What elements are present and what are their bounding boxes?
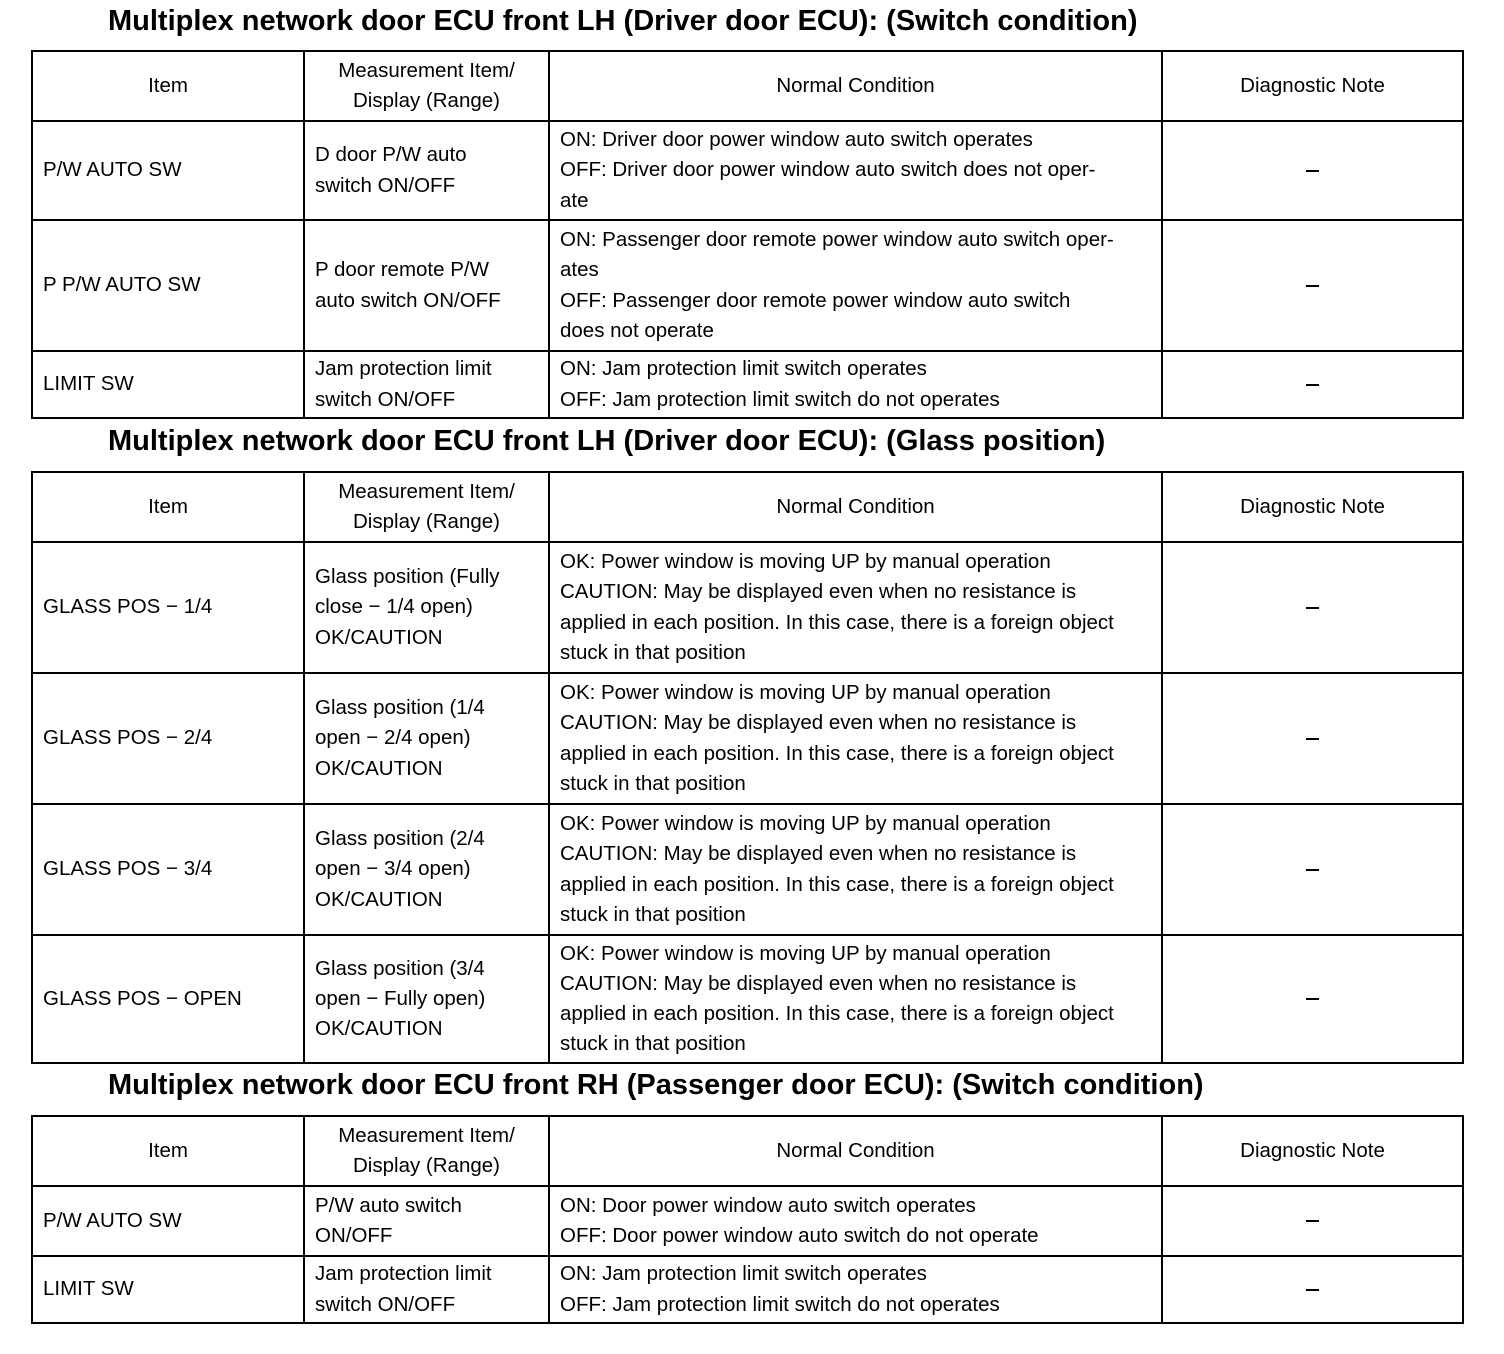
condition-line: OK: Power window is moving UP by manual operation <box>560 812 1051 836</box>
header-measurement <box>304 472 549 542</box>
condition-line: CAUTION: May be displayed even when no resistance is <box>560 971 1077 995</box>
measurement-line: Glass position (3/4 <box>315 956 485 980</box>
section-title-driver-switch: Multiplex network door ECU front LH (Driver door ECU): (Switch condition) <box>108 5 1138 37</box>
table-row <box>32 220 1463 351</box>
diagnostic-note-cell <box>1162 121 1463 220</box>
dash-mark <box>1306 1289 1319 1291</box>
measurement-cell <box>304 673 549 804</box>
section-title-driver-glass: Multiplex network door ECU front LH (Driver door ECU): (Glass position) <box>108 425 1106 457</box>
condition-line: OFF: Driver door power window auto switch does not oper- <box>560 158 1096 182</box>
section-title-passenger-switch: Multiplex network door ECU front RH (Passenger door ECU): (Switch condition) <box>108 1069 1204 1101</box>
measurement-cell <box>304 220 549 351</box>
dash-mark <box>1306 1220 1319 1222</box>
dash-mark <box>1306 170 1319 172</box>
measurement-line: P door remote P/W <box>315 258 489 282</box>
diagnostic-note-cell <box>1162 542 1463 673</box>
dash-mark <box>1306 607 1319 609</box>
measurement-line: Jam protection limit <box>315 1262 492 1286</box>
condition-line: ates <box>560 258 599 282</box>
measurement-line: OK/CAUTION <box>315 887 443 911</box>
diagnostic-note-cell <box>1162 1186 1463 1256</box>
dash-mark <box>1306 384 1319 386</box>
condition-line: ate <box>560 188 589 212</box>
condition-line: ON: Jam protection limit switch operates <box>560 1262 927 1286</box>
condition-line: OK: Power window is moving UP by manual operation <box>560 550 1051 574</box>
table-header-row <box>32 1116 1463 1186</box>
table-row <box>32 542 1463 673</box>
measurement-line: Jam protection limit <box>315 357 492 381</box>
normal-condition-cell <box>549 1256 1162 1323</box>
table-row <box>32 804 1463 935</box>
measurement-line: ON/OFF <box>315 1224 393 1247</box>
table-row <box>32 935 1463 1063</box>
condition-line: stuck in that position <box>560 640 746 664</box>
condition-line: OFF: Jam protection limit switch do not operates <box>560 1292 1000 1316</box>
diagnostic-note-cell <box>1162 351 1463 418</box>
table-row <box>32 351 1463 418</box>
dash-mark <box>1306 738 1319 740</box>
measurement-cell <box>304 804 549 935</box>
diagnostic-note-cell <box>1162 1256 1463 1323</box>
item-cell: GLASS POS − OPEN <box>32 935 304 1063</box>
condition-line: applied in each position. In this case, there is a foreign object <box>560 872 1114 896</box>
measurement-line: Glass position (1/4 <box>315 696 485 720</box>
normal-condition-cell <box>549 1186 1162 1256</box>
header-item: Item <box>32 472 304 542</box>
measurement-cell <box>304 935 549 1063</box>
normal-condition-cell <box>549 935 1162 1063</box>
dash-mark <box>1306 285 1319 287</box>
condition-line: stuck in that position <box>560 1032 746 1056</box>
normal-condition-cell <box>549 220 1162 351</box>
dash-mark <box>1306 998 1319 1000</box>
header-normal-condition: Normal Condition <box>549 1116 1162 1186</box>
condition-line: stuck in that position <box>560 902 746 926</box>
measurement-line: close − 1/4 open) <box>315 595 473 619</box>
measurement-cell <box>304 121 549 220</box>
normal-condition-cell <box>549 804 1162 935</box>
condition-line: CAUTION: May be displayed even when no resistance is <box>560 711 1077 735</box>
condition-line: ON: Door power window auto switch operates <box>560 1193 976 1217</box>
measurement-line: OK/CAUTION <box>315 756 443 780</box>
table-header-row <box>32 472 1463 542</box>
diagnostic-note-cell <box>1162 804 1463 935</box>
header-measurement-line: Display (Range) <box>353 89 500 112</box>
normal-condition-cell <box>549 121 1162 220</box>
header-measurement-line: Measurement Item/ <box>338 58 515 82</box>
condition-line: stuck in that position <box>560 771 746 795</box>
header-diagnostic-note: Diagnostic Note <box>1162 1116 1463 1186</box>
measurement-line: switch ON/OFF <box>315 173 456 197</box>
measurement-line: OK/CAUTION <box>315 1017 443 1041</box>
item-cell: P/W AUTO SW <box>32 1186 304 1256</box>
table-row <box>32 1186 1463 1256</box>
header-diagnostic-note: Diagnostic Note <box>1162 51 1463 121</box>
measurement-line: auto switch ON/OFF <box>315 288 501 312</box>
header-measurement-line: Display (Range) <box>353 510 500 533</box>
condition-line: OFF: Jam protection limit switch do not operates <box>560 387 1000 411</box>
condition-line: CAUTION: May be displayed even when no resistance is <box>560 842 1077 866</box>
diagnostic-note-cell <box>1162 673 1463 804</box>
measurement-cell <box>304 542 549 673</box>
measurement-line: Glass position (2/4 <box>315 827 485 851</box>
diagnostic-note-cell <box>1162 220 1463 351</box>
header-diagnostic-note: Diagnostic Note <box>1162 472 1463 542</box>
header-measurement <box>304 1116 549 1186</box>
measurement-cell <box>304 1186 549 1256</box>
driver-glass-table <box>31 471 1464 1064</box>
passenger-switch-table <box>31 1115 1464 1324</box>
condition-line: OK: Power window is moving UP by manual operation <box>560 681 1051 705</box>
normal-condition-cell <box>549 351 1162 418</box>
item-cell: GLASS POS − 3/4 <box>32 804 304 935</box>
item-cell: GLASS POS − 1/4 <box>32 542 304 673</box>
table-row <box>32 121 1463 220</box>
condition-line: CAUTION: May be displayed even when no resistance is <box>560 580 1077 604</box>
measurement-line: open − 2/4 open) <box>315 726 471 750</box>
table-header-row <box>32 51 1463 121</box>
measurement-line: P/W auto switch <box>315 1193 462 1217</box>
measurement-line: open − 3/4 open) <box>315 857 471 881</box>
condition-line: OFF: Door power window auto switch do not operate <box>560 1224 1039 1247</box>
measurement-line: D door P/W auto <box>315 143 467 167</box>
condition-line: ON: Passenger door remote power window auto switch oper- <box>560 228 1114 252</box>
header-measurement-line: Measurement Item/ <box>338 1123 515 1147</box>
header-normal-condition: Normal Condition <box>549 472 1162 542</box>
condition-line: does not operate <box>560 318 714 342</box>
table-row <box>32 1256 1463 1323</box>
header-measurement <box>304 51 549 121</box>
table-row <box>32 673 1463 804</box>
condition-line: ON: Jam protection limit switch operates <box>560 357 927 381</box>
condition-line: ON: Driver door power window auto switch operates <box>560 128 1033 152</box>
measurement-line: OK/CAUTION <box>315 625 443 649</box>
measurement-cell <box>304 351 549 418</box>
item-cell: LIMIT SW <box>32 351 304 418</box>
normal-condition-cell <box>549 542 1162 673</box>
condition-line: OK: Power window is moving UP by manual operation <box>560 941 1051 965</box>
diagnostic-note-cell <box>1162 935 1463 1063</box>
condition-line: OFF: Passenger door remote power window auto switch <box>560 288 1071 312</box>
measurement-cell <box>304 1256 549 1323</box>
condition-line: applied in each position. In this case, there is a foreign object <box>560 741 1114 765</box>
item-cell: P/W AUTO SW <box>32 121 304 220</box>
header-measurement-line: Measurement Item/ <box>338 479 515 503</box>
measurement-line: switch ON/OFF <box>315 387 456 411</box>
condition-line: applied in each position. In this case, there is a foreign object <box>560 610 1114 634</box>
item-cell: GLASS POS − 2/4 <box>32 673 304 804</box>
header-normal-condition: Normal Condition <box>549 51 1162 121</box>
condition-line: applied in each position. In this case, there is a foreign object <box>560 1002 1114 1025</box>
header-item: Item <box>32 51 304 121</box>
driver-switch-table <box>31 50 1464 419</box>
header-measurement-line: Display (Range) <box>353 1154 500 1177</box>
normal-condition-cell <box>549 673 1162 804</box>
measurement-line: Glass position (Fully <box>315 565 500 589</box>
measurement-line: open − Fully open) <box>315 986 486 1010</box>
header-item: Item <box>32 1116 304 1186</box>
measurement-line: switch ON/OFF <box>315 1292 456 1316</box>
dash-mark <box>1306 869 1319 871</box>
item-cell: P P/W AUTO SW <box>32 220 304 351</box>
item-cell: LIMIT SW <box>32 1256 304 1323</box>
